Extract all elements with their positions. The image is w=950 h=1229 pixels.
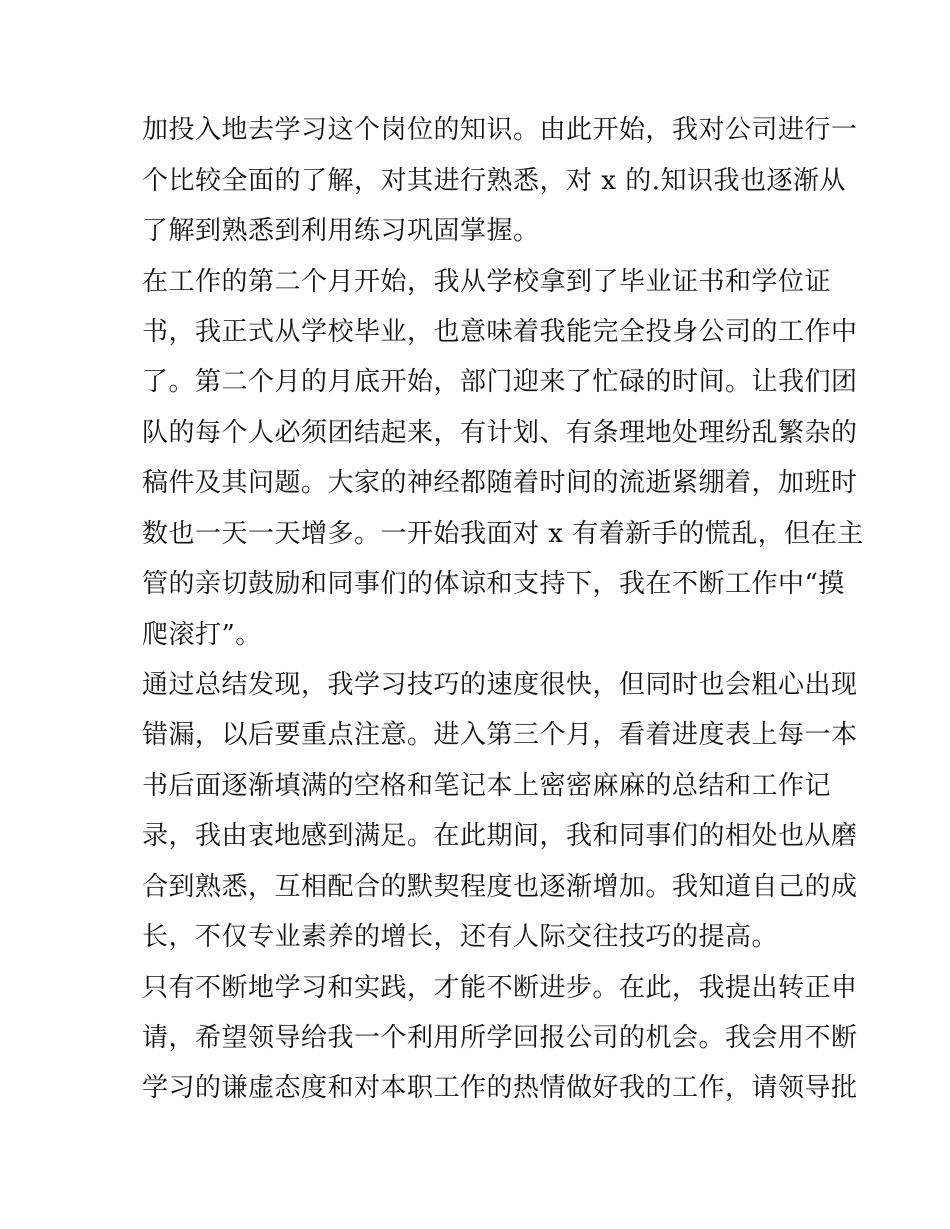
paragraph-4-line-2: 请，希望领导给我一个利用所学回报公司的机会。我会用不断 [142,1023,858,1053]
paragraph-4-line-1: 只有不断地学习和实践，才能不断进步。在此，我提出转正申 [142,973,858,1003]
paragraph-3-line-6: 长，不仅专业素养的增长，还有人际交往技巧的提高。 [142,922,779,952]
paragraph-2-line-8: 爬滚打”。 [142,620,262,650]
paragraph-4-line-3: 学习的谦虚态度和对本职工作的热情做好我的工作，请领导批 [142,1073,858,1103]
paragraph-3-line-3: 书后面逐渐填满的空格和笔记本上密密麻麻的总结和工作记 [142,771,832,801]
paragraph-2-line-5: 稿件及其问题。大家的神经都随着时间的流逝紧绷着，加班时 [142,468,858,498]
paragraph-1-line-1: 加投入地去学习这个岗位的知识。由此开始，我对公司进行一 [142,115,858,145]
paragraph-1-line-3: 了解到熟悉到利用练习巩固掌握。 [142,216,540,246]
paragraph-3-line-5: 合到熟悉，互相配合的默契程度也逐渐增加。我知道自己的成 [142,872,858,902]
paragraph-2-line-1: 在工作的第二个月开始，我从学校拿到了毕业证书和学位证 [142,267,832,297]
paragraph-2-line-3: 了。第二个月的月底开始，部门迎来了忙碌的时间。让我们团 [142,367,858,397]
paragraph-2-line-6: 数也一天一天增多。一开始我面对 x 有着新手的慌乱，但在主 [142,519,864,549]
paragraph-3-line-1: 通过总结发现，我学习技巧的速度很快，但同时也会粗心出现 [142,670,858,700]
paragraph-2-line-2: 书，我正式从学校毕业，也意味着我能完全投身公司的工作中 [142,317,858,347]
paragraph-3-line-4: 录，我由衷地感到满足。在此期间，我和同事们的相处也从磨 [142,821,858,851]
paragraph-1-line-2: 个比较全面的了解，对其进行熟悉，对 x 的.知识我也逐渐从 [142,166,846,196]
paragraph-2-line-4: 队的每个人必须团结起来，有计划、有条理地处理纷乱繁杂的 [142,418,858,448]
paragraph-2-line-7: 管的亲切鼓励和同事们的体谅和支持下，我在不断工作中“摸 [142,569,845,599]
paragraph-3-line-2: 错漏，以后要重点注意。进入第三个月，看着进度表上每一本 [142,720,858,750]
